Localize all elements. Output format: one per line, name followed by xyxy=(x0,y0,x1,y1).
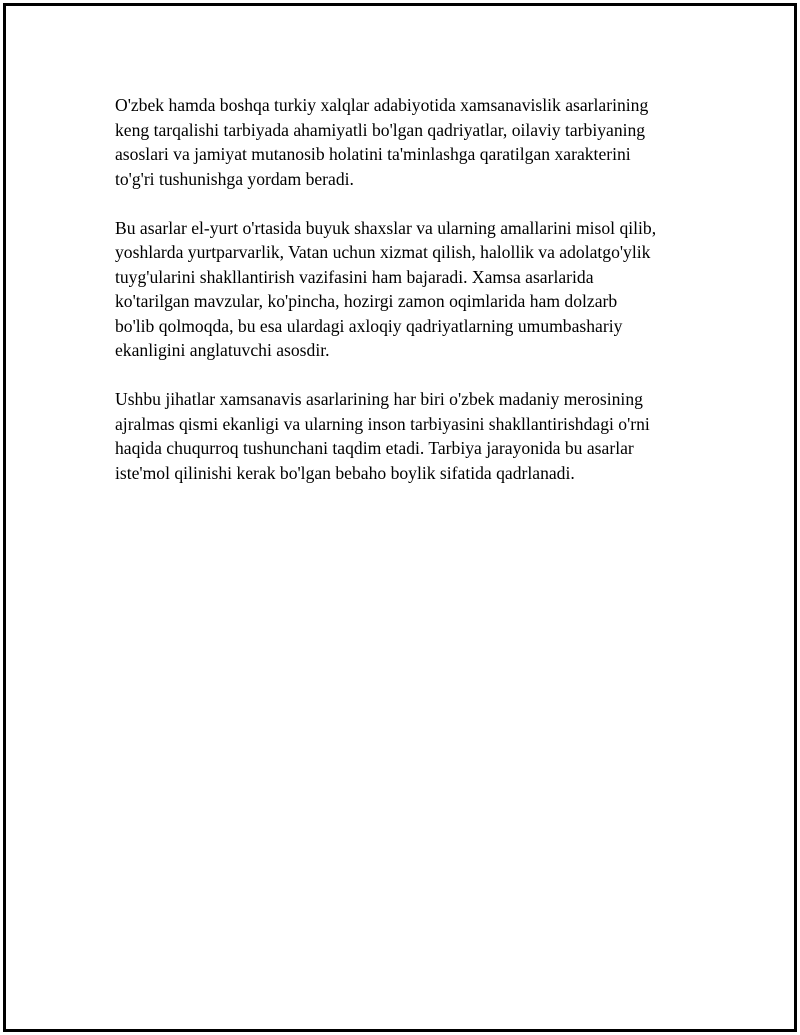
text-line: O'zbek hamda boshqa turkiy xalqlar adabiyotida xamsanavislik asarlarining xyxy=(115,95,649,115)
text-line: iste'mol qilinishi kerak bo'lgan bebaho boylik sifatida qadrlanadi. xyxy=(115,462,575,483)
text-line: yoshlarda yurtparvarlik, Vatan uchun xizmat qilish, halollik va adolatgo'ylik xyxy=(115,242,651,262)
text-line: asoslari va jamiyat mutanosib holatini ta'minlashga qaratilgan xarakterini xyxy=(115,144,631,164)
text-line: Bu asarlar el-yurt o'rtasida buyuk shaxslar va ularning amallarini misol qilib, xyxy=(115,217,657,238)
paragraph-1 xyxy=(115,93,705,191)
text-line: tuyg'ularini shakllantirish vazifasini ham bajaradi. Xamsa asarlarida xyxy=(115,266,594,287)
paragraph-2 xyxy=(115,216,705,363)
text-line: keng tarqalishi tarbiyada ahamiyatli bo'lgan qadriyatlar, oilaviy tarbiyaning xyxy=(115,119,646,140)
document-body xyxy=(115,93,705,510)
text-line: ekanligini anglatuvchi asosdir. xyxy=(115,340,330,360)
text-line: bo'lib qolmoqda, bu esa ulardagi axloqiy qadriyatlarning umumbashariy xyxy=(115,315,623,336)
text-line: haqida chuqurroq tushunchani taqdim etadi. Tarbiya jarayonida bu asarlar xyxy=(115,438,634,458)
paragraph-3 xyxy=(115,387,705,485)
text-line: ajralmas qismi ekanligi va ularning inson tarbiyasini shakllantirishdagi o'rni xyxy=(115,413,650,434)
text-line: to'g'ri tushunishga yordam beradi. xyxy=(115,168,354,189)
text-line: ko'tarilgan mavzular, ko'pincha, hozirgi zamon oqimlarida ham dolzarb xyxy=(115,291,618,311)
text-line: Ushbu jihatlar xamsanavis asarlarining har biri o'zbek madaniy merosining xyxy=(115,389,643,409)
